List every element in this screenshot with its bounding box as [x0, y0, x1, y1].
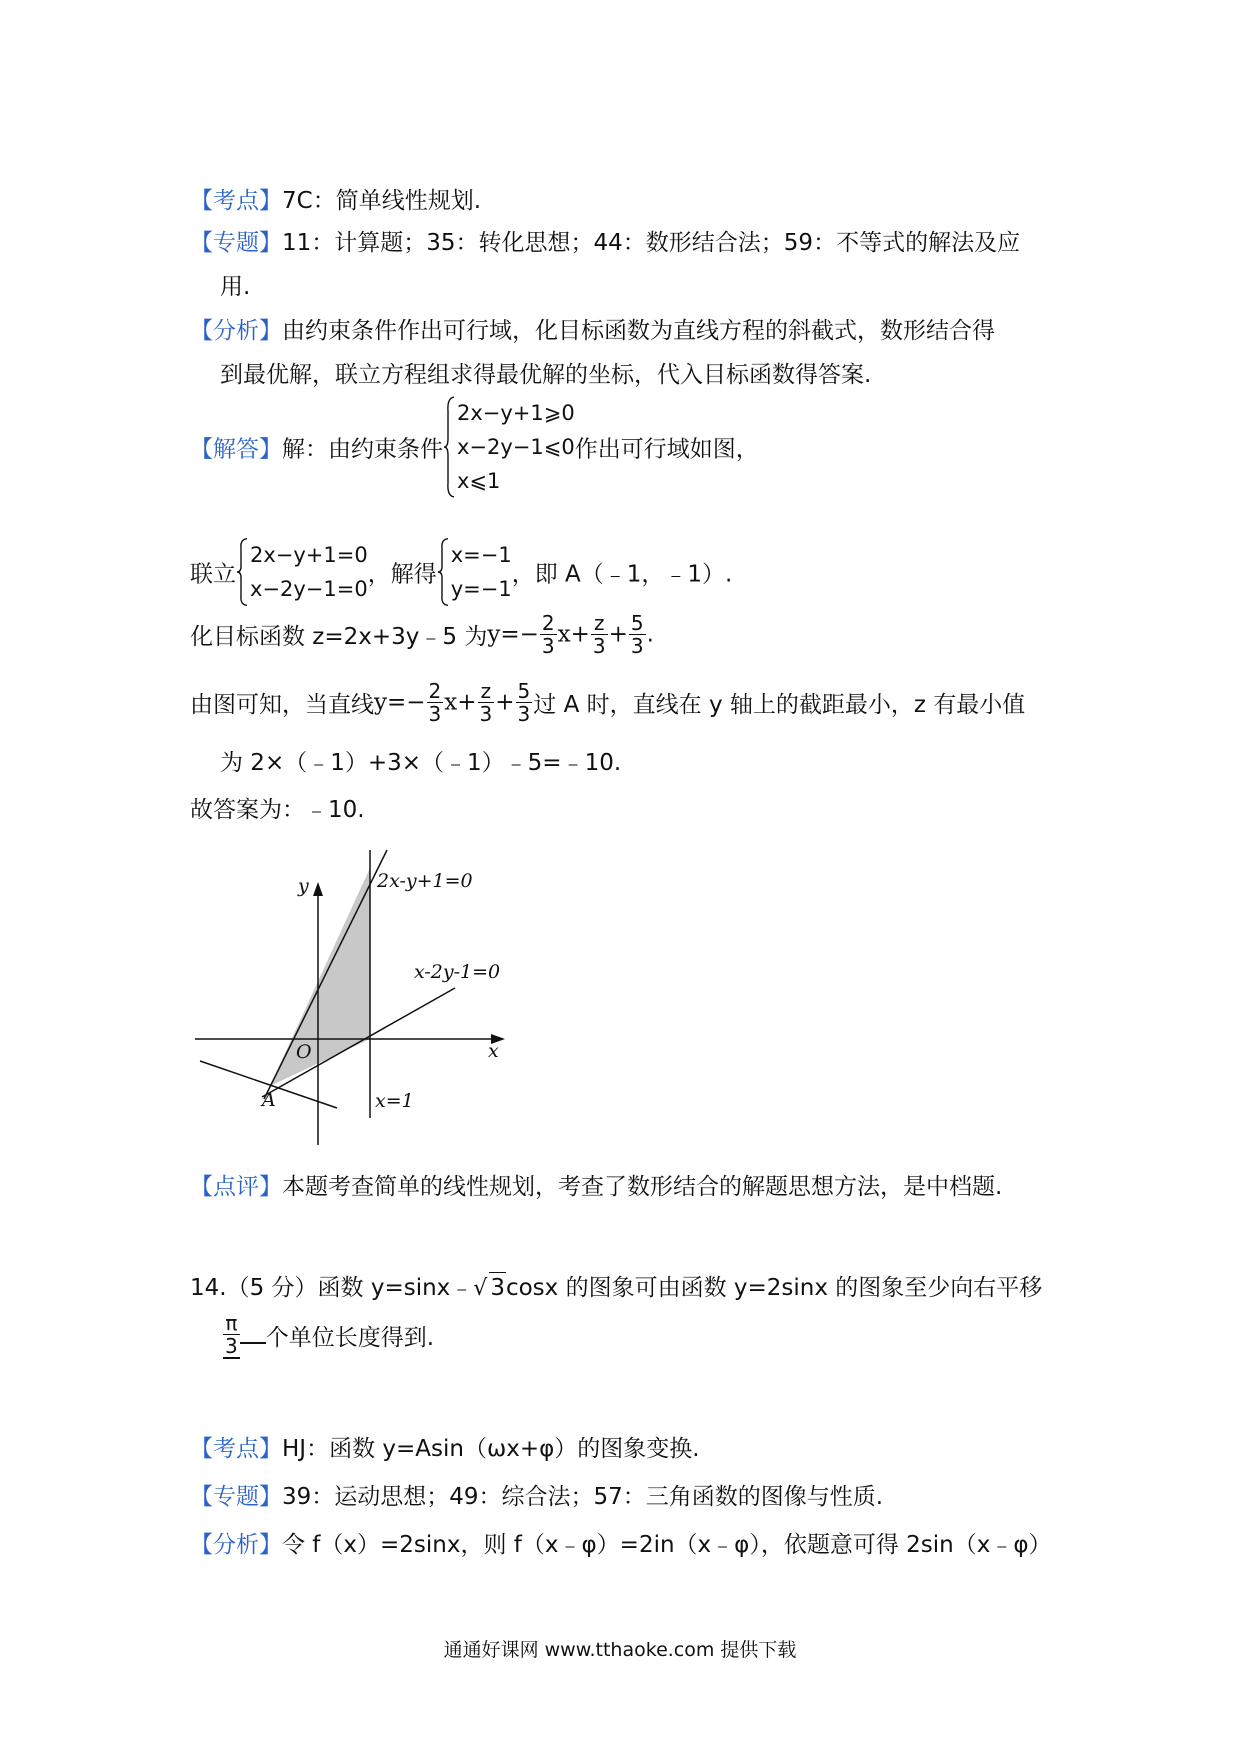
- label-origin: O: [296, 1041, 312, 1063]
- lianli-lead: 联立: [190, 561, 236, 588]
- label-x-axis: x: [488, 1040, 499, 1062]
- kaodian-2-tag: 【考点】: [190, 1436, 282, 1462]
- reason-tail: 过 A 时，直线在 y 轴上的截距最小，z 有最小值: [533, 692, 1026, 718]
- answer-fraction: [223, 1312, 240, 1359]
- fenxi-2-line: [190, 1530, 1052, 1560]
- label-point-a: A: [262, 1089, 276, 1111]
- constraint-system: [443, 396, 575, 498]
- plus-sign: +: [495, 689, 515, 716]
- answer-blank-underline: [240, 1328, 266, 1344]
- zhuanti-2-line: [190, 1482, 883, 1512]
- lianli-tail: ，即 A（﹣1，﹣1）.: [511, 561, 733, 588]
- label-line-2: x-2y-1=0: [414, 961, 501, 983]
- fraction-denominator: 3: [225, 1334, 238, 1358]
- kaodian-text: 7C：简单线性规划.: [282, 188, 482, 214]
- label-line-1: 2x-y+1=0: [377, 870, 473, 892]
- answer-line: 故答案为：﹣10.: [190, 797, 365, 823]
- reason-cont: 为 2×（﹣1）+3×（﹣1）﹣5=﹣10.: [220, 750, 622, 776]
- jieda-lead: 解：由约束条件: [282, 436, 443, 463]
- left-brace-icon: [437, 538, 449, 606]
- objective-line: [190, 612, 654, 657]
- zhuanti-tag: 【专题】: [190, 230, 282, 256]
- question-14-answer-line: [222, 1312, 434, 1359]
- y-axis-arrow-icon: [313, 882, 323, 896]
- lianli-mid: ，解得: [367, 561, 437, 588]
- zhuanti-cont: 用.: [220, 274, 251, 300]
- label-x-equals-1: x=1: [375, 1090, 414, 1112]
- kaodian-line: [190, 186, 481, 216]
- fraction-numerator: 2: [428, 679, 442, 703]
- solution-y: y=−1: [450, 577, 512, 601]
- fraction-denominator: 3: [630, 634, 644, 658]
- question-14-tail: 个单位长度得到.: [265, 1325, 435, 1351]
- fraction: [540, 612, 557, 657]
- fenxi-2-text: 令 f（x）=2sinx，则 f（x﹣φ）=2in（x﹣φ），依题意可得 2sin（x﹣φ）: [282, 1532, 1052, 1558]
- kaodian-2-line: [190, 1434, 700, 1464]
- solution-system: [437, 538, 512, 606]
- objective-x: x+: [557, 621, 590, 648]
- fraction: [427, 680, 444, 725]
- constraint-1: 2x−y+1⩾0: [457, 401, 575, 425]
- fraction: [478, 680, 495, 725]
- fraction: [516, 680, 533, 725]
- reason-lead: 由图可知，当直线: [190, 692, 374, 718]
- fraction-denominator: 3: [428, 702, 442, 726]
- equation-2: x−2y−1=0: [250, 577, 368, 601]
- jieda-tag: 【解答】: [190, 436, 282, 463]
- fraction: [629, 612, 646, 657]
- fenxi-line: [190, 316, 995, 346]
- feasible-region: [270, 868, 370, 1086]
- zhuanti-text: 11：计算题；35：转化思想；44：数形结合法；59：不等式的解法及应: [282, 230, 1021, 256]
- page-footer: 通通好课网 www.tthaoke.com 提供下载: [443, 1639, 797, 1661]
- fenxi-text: 由约束条件作出可行域，化目标函数为直线方程的斜截式，数形结合得: [282, 318, 995, 344]
- fraction-denominator: 3: [592, 634, 606, 658]
- sqrt-radicand: 3: [489, 1272, 506, 1303]
- reason-x: x+: [444, 689, 477, 716]
- fraction: [591, 612, 608, 657]
- left-brace-icon: [443, 396, 455, 498]
- jieda-line: [190, 396, 759, 498]
- constraint-2: x−2y−1⩽0: [457, 435, 575, 459]
- plus-sign: +: [608, 621, 628, 648]
- period: .: [646, 621, 654, 648]
- solution-x: x=−1: [450, 543, 512, 567]
- kaodian-2-text: HJ：函数 y=Asin（ωx+φ）的图象变换.: [282, 1436, 700, 1462]
- lianli-line: [190, 538, 732, 606]
- fraction-denominator: 3: [479, 702, 493, 726]
- fraction-numerator: π: [223, 1312, 240, 1335]
- feasible-region-graph: [185, 845, 525, 1145]
- fenxi-2-tag: 【分析】: [190, 1532, 282, 1558]
- equation-system: [236, 538, 368, 606]
- dianping-text: 本题考查简单的线性规划，考查了数形结合的解题思想方法，是中档题.: [282, 1174, 1003, 1200]
- sqrt-sign-icon: √: [473, 1276, 488, 1301]
- fraction-numerator: 5: [630, 611, 644, 635]
- equation-1: 2x−y+1=0: [250, 543, 368, 567]
- fraction-numerator: 2: [541, 611, 555, 635]
- objective-lead: 化目标函数 z=2x+3y﹣5 为: [190, 624, 488, 650]
- constraint-3: x⩽1: [457, 469, 501, 493]
- jieda-after: 作出可行域如图，: [574, 436, 759, 463]
- reason-y: y=−: [374, 689, 426, 716]
- label-y-axis: y: [298, 875, 309, 897]
- question-14-text-b: cosx 的图象可由函数 y=2sinx 的图象至少向右平移: [505, 1275, 1043, 1301]
- fraction-denominator: 3: [541, 634, 555, 658]
- fraction-numerator: z: [478, 680, 495, 703]
- fraction-denominator: 3: [517, 702, 531, 726]
- fraction-numerator: 5: [517, 679, 531, 703]
- fenxi-cont: 到最优解，联立方程组求得最优解的坐标，代入目标函数得答案.: [220, 362, 872, 388]
- fenxi-tag: 【分析】: [190, 318, 282, 344]
- objective-y: y=−: [487, 621, 539, 648]
- zhuanti-2-tag: 【专题】: [190, 1484, 282, 1510]
- zhuanti-2-text: 39：运动思想；49：综合法；57：三角函数的图像与性质.: [282, 1484, 884, 1510]
- question-14: [190, 1272, 1042, 1304]
- left-brace-icon: [236, 538, 248, 606]
- reason-line: [190, 680, 1025, 725]
- zhuanti-line: [190, 228, 1020, 258]
- fraction-numerator: z: [591, 612, 608, 635]
- question-14-text-a: 14.（5 分）函数 y=sinx﹣: [190, 1275, 474, 1301]
- dianping-tag: 【点评】: [190, 1174, 282, 1200]
- kaodian-tag: 【考点】: [190, 188, 282, 214]
- dianping-line: [190, 1172, 1002, 1202]
